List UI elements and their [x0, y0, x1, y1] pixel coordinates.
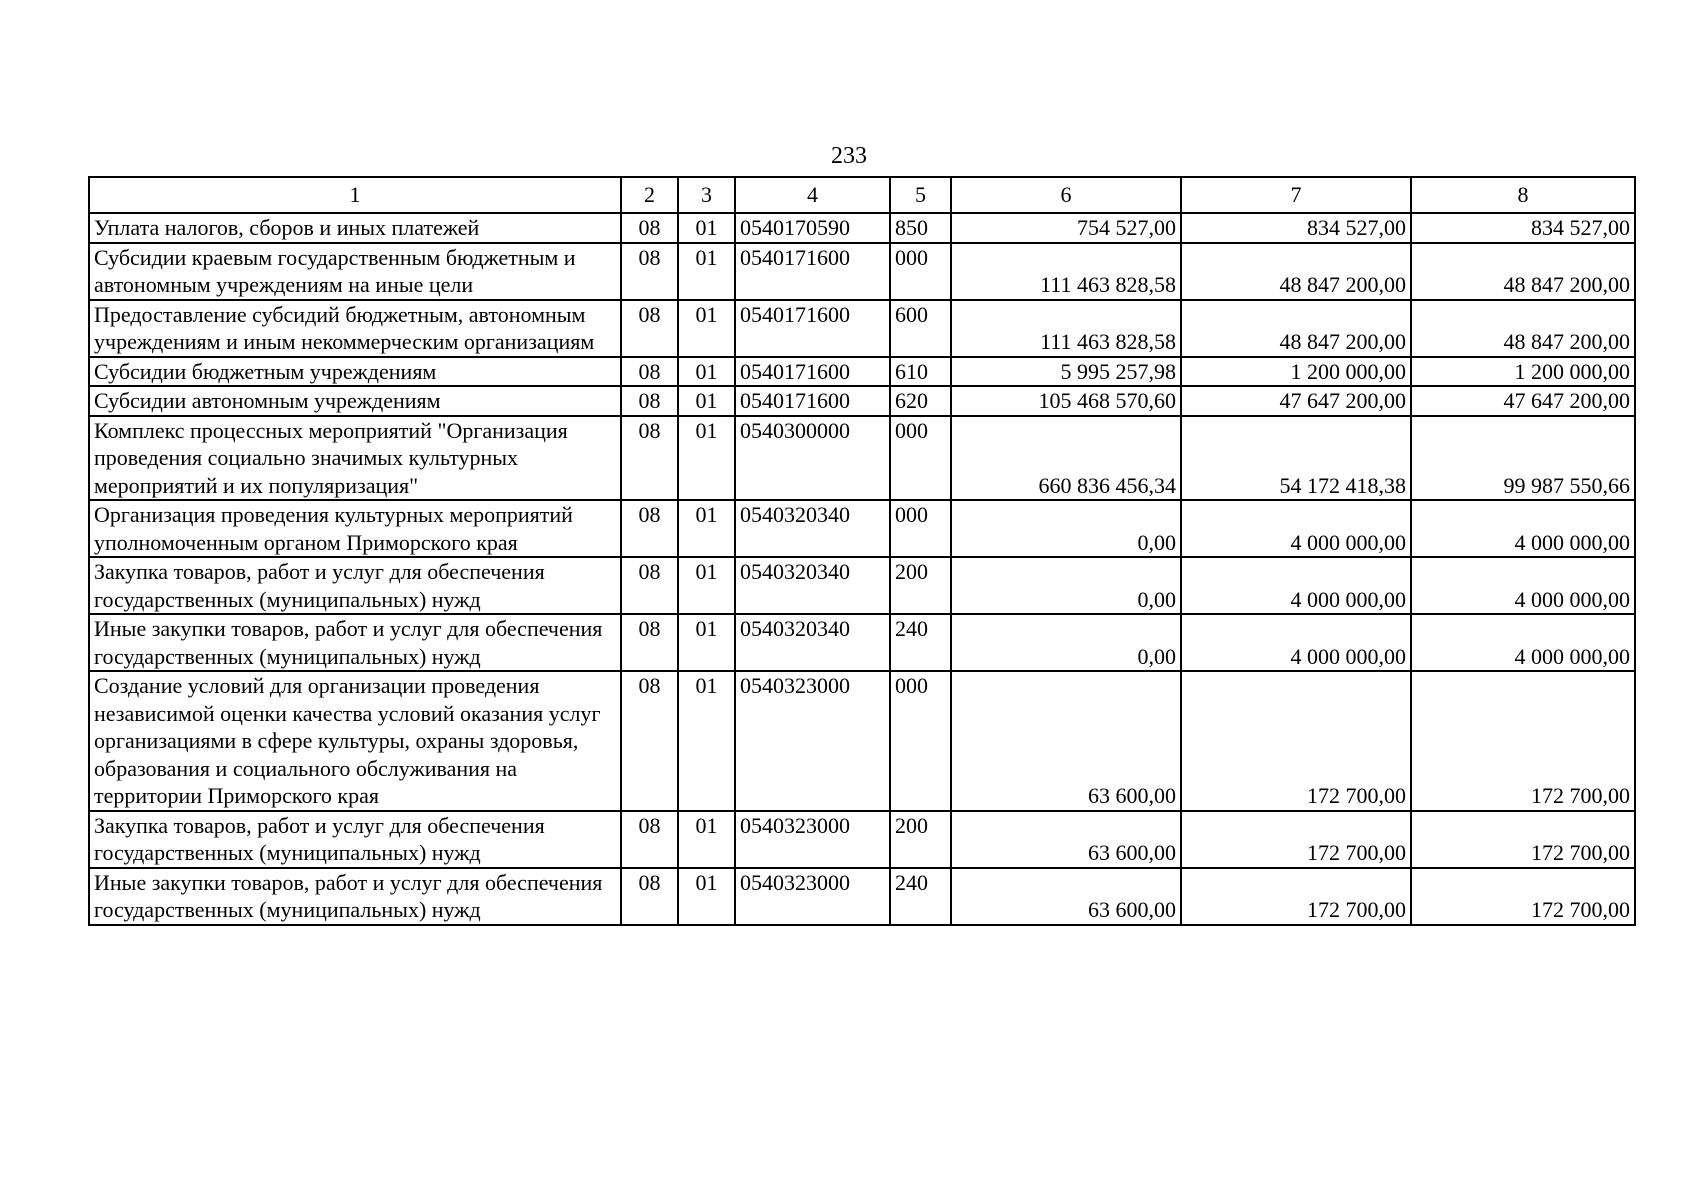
row-name: Закупка товаров, работ и услуг для обеспечения государственных (муниципальных) нужд [89, 811, 621, 868]
row-name: Закупка товаров, работ и услуг для обеспечения государственных (муниципальных) нужд [89, 557, 621, 614]
table-row [89, 671, 1635, 811]
amount-col-8: 172 700,00 [1411, 811, 1635, 868]
row-name: Предоставление субсидий бюджетным, автономным учреждениям и иным некоммерческим организациям [89, 300, 621, 357]
expense-type-code: 240 [890, 868, 951, 925]
row-name: Создание условий для организации проведения независимой оценки качества условий оказания услуг организациями в сфере культуры, охраны здоровья, образования и социального обслуживания на территории Приморского края [89, 671, 621, 811]
table-row [89, 500, 1635, 557]
table-row [89, 386, 1635, 416]
expense-type-code: 200 [890, 557, 951, 614]
target-article-code: 0540171600 [735, 386, 890, 416]
row-name: Уплата налогов, сборов и иных платежей [89, 213, 621, 243]
section-code: 08 [621, 614, 678, 671]
amount-col-8: 172 700,00 [1411, 868, 1635, 925]
amount-col-8: 48 847 200,00 [1411, 300, 1635, 357]
table-row [89, 416, 1635, 501]
amount-col-6: 754 527,00 [951, 213, 1181, 243]
target-article-code: 0540323000 [735, 811, 890, 868]
section-code: 08 [621, 557, 678, 614]
table-row [89, 811, 1635, 868]
amount-col-8: 4 000 000,00 [1411, 614, 1635, 671]
subsection-code: 01 [678, 868, 735, 925]
amount-col-6: 5 995 257,98 [951, 357, 1181, 387]
amount-col-7: 172 700,00 [1181, 868, 1411, 925]
target-article-code: 0540320340 [735, 500, 890, 557]
section-code: 08 [621, 357, 678, 387]
subsection-code: 01 [678, 416, 735, 501]
table-row [89, 213, 1635, 243]
subsection-code: 01 [678, 671, 735, 811]
table-row [89, 243, 1635, 300]
row-name: Иные закупки товаров, работ и услуг для обеспечения государственных (муниципальных) нужд [89, 868, 621, 925]
section-code: 08 [621, 868, 678, 925]
row-name: Субсидии краевым государственным бюджетным и автономным учреждениям на иные цели [89, 243, 621, 300]
table-row [89, 868, 1635, 925]
subsection-code: 01 [678, 557, 735, 614]
expense-type-code: 610 [890, 357, 951, 387]
amount-col-7: 4 000 000,00 [1181, 557, 1411, 614]
amount-col-8: 172 700,00 [1411, 671, 1635, 811]
target-article-code: 0540170590 [735, 213, 890, 243]
subsection-code: 01 [678, 614, 735, 671]
amount-col-6: 63 600,00 [951, 811, 1181, 868]
expense-type-code: 850 [890, 213, 951, 243]
column-header: 3 [678, 177, 735, 213]
column-header: 5 [890, 177, 951, 213]
target-article-code: 0540323000 [735, 868, 890, 925]
subsection-code: 01 [678, 357, 735, 387]
row-name: Субсидии автономным учреждениям [89, 386, 621, 416]
target-article-code: 0540320340 [735, 557, 890, 614]
row-name: Организация проведения культурных мероприятий уполномоченным органом Приморского края [89, 500, 621, 557]
page-number: 233 [831, 143, 867, 169]
subsection-code: 01 [678, 811, 735, 868]
column-header: 8 [1411, 177, 1635, 213]
column-header: 4 [735, 177, 890, 213]
amount-col-8: 4 000 000,00 [1411, 557, 1635, 614]
amount-col-7: 54 172 418,38 [1181, 416, 1411, 501]
target-article-code: 0540300000 [735, 416, 890, 501]
target-article-code: 0540171600 [735, 300, 890, 357]
amount-col-6: 0,00 [951, 614, 1181, 671]
column-header: 6 [951, 177, 1181, 213]
amount-col-6: 63 600,00 [951, 868, 1181, 925]
section-code: 08 [621, 386, 678, 416]
section-code: 08 [621, 416, 678, 501]
amount-col-8: 47 647 200,00 [1411, 386, 1635, 416]
subsection-code: 01 [678, 213, 735, 243]
expense-type-code: 000 [890, 243, 951, 300]
section-code: 08 [621, 811, 678, 868]
target-article-code: 0540171600 [735, 357, 890, 387]
expense-type-code: 000 [890, 416, 951, 501]
section-code: 08 [621, 500, 678, 557]
amount-col-7: 172 700,00 [1181, 811, 1411, 868]
amount-col-6: 0,00 [951, 557, 1181, 614]
expense-type-code: 000 [890, 500, 951, 557]
row-name: Субсидии бюджетным учреждениям [89, 357, 621, 387]
amount-col-7: 47 647 200,00 [1181, 386, 1411, 416]
table-row [89, 614, 1635, 671]
amount-col-8: 48 847 200,00 [1411, 243, 1635, 300]
table-row [89, 357, 1635, 387]
column-header: 7 [1181, 177, 1411, 213]
amount-col-7: 834 527,00 [1181, 213, 1411, 243]
section-code: 08 [621, 243, 678, 300]
target-article-code: 0540323000 [735, 671, 890, 811]
table-row [89, 300, 1635, 357]
expense-type-code: 620 [890, 386, 951, 416]
amount-col-6: 111 463 828,58 [951, 243, 1181, 300]
section-code: 08 [621, 213, 678, 243]
section-code: 08 [621, 300, 678, 357]
column-header: 1 [89, 177, 621, 213]
expense-type-code: 240 [890, 614, 951, 671]
amount-col-8: 1 200 000,00 [1411, 357, 1635, 387]
expense-type-code: 200 [890, 811, 951, 868]
amount-col-6: 660 836 456,34 [951, 416, 1181, 501]
column-header: 2 [621, 177, 678, 213]
amount-col-6: 0,00 [951, 500, 1181, 557]
amount-col-7: 172 700,00 [1181, 671, 1411, 811]
amount-col-7: 4 000 000,00 [1181, 500, 1411, 557]
amount-col-7: 48 847 200,00 [1181, 243, 1411, 300]
budget-table [88, 176, 1636, 926]
subsection-code: 01 [678, 300, 735, 357]
amount-col-8: 4 000 000,00 [1411, 500, 1635, 557]
amount-col-6: 111 463 828,58 [951, 300, 1181, 357]
row-name: Комплекс процессных мероприятий "Организация проведения социально значимых культурных мероприятий и их популяризация" [89, 416, 621, 501]
amount-col-8: 834 527,00 [1411, 213, 1635, 243]
section-code: 08 [621, 671, 678, 811]
amount-col-7: 1 200 000,00 [1181, 357, 1411, 387]
expense-type-code: 000 [890, 671, 951, 811]
expense-type-code: 600 [890, 300, 951, 357]
subsection-code: 01 [678, 386, 735, 416]
subsection-code: 01 [678, 243, 735, 300]
amount-col-7: 4 000 000,00 [1181, 614, 1411, 671]
target-article-code: 0540320340 [735, 614, 890, 671]
amount-col-8: 99 987 550,66 [1411, 416, 1635, 501]
amount-col-7: 48 847 200,00 [1181, 300, 1411, 357]
subsection-code: 01 [678, 500, 735, 557]
target-article-code: 0540171600 [735, 243, 890, 300]
table-header-row [89, 177, 1635, 213]
amount-col-6: 105 468 570,60 [951, 386, 1181, 416]
row-name: Иные закупки товаров, работ и услуг для обеспечения государственных (муниципальных) нужд [89, 614, 621, 671]
table-row [89, 557, 1635, 614]
amount-col-6: 63 600,00 [951, 671, 1181, 811]
